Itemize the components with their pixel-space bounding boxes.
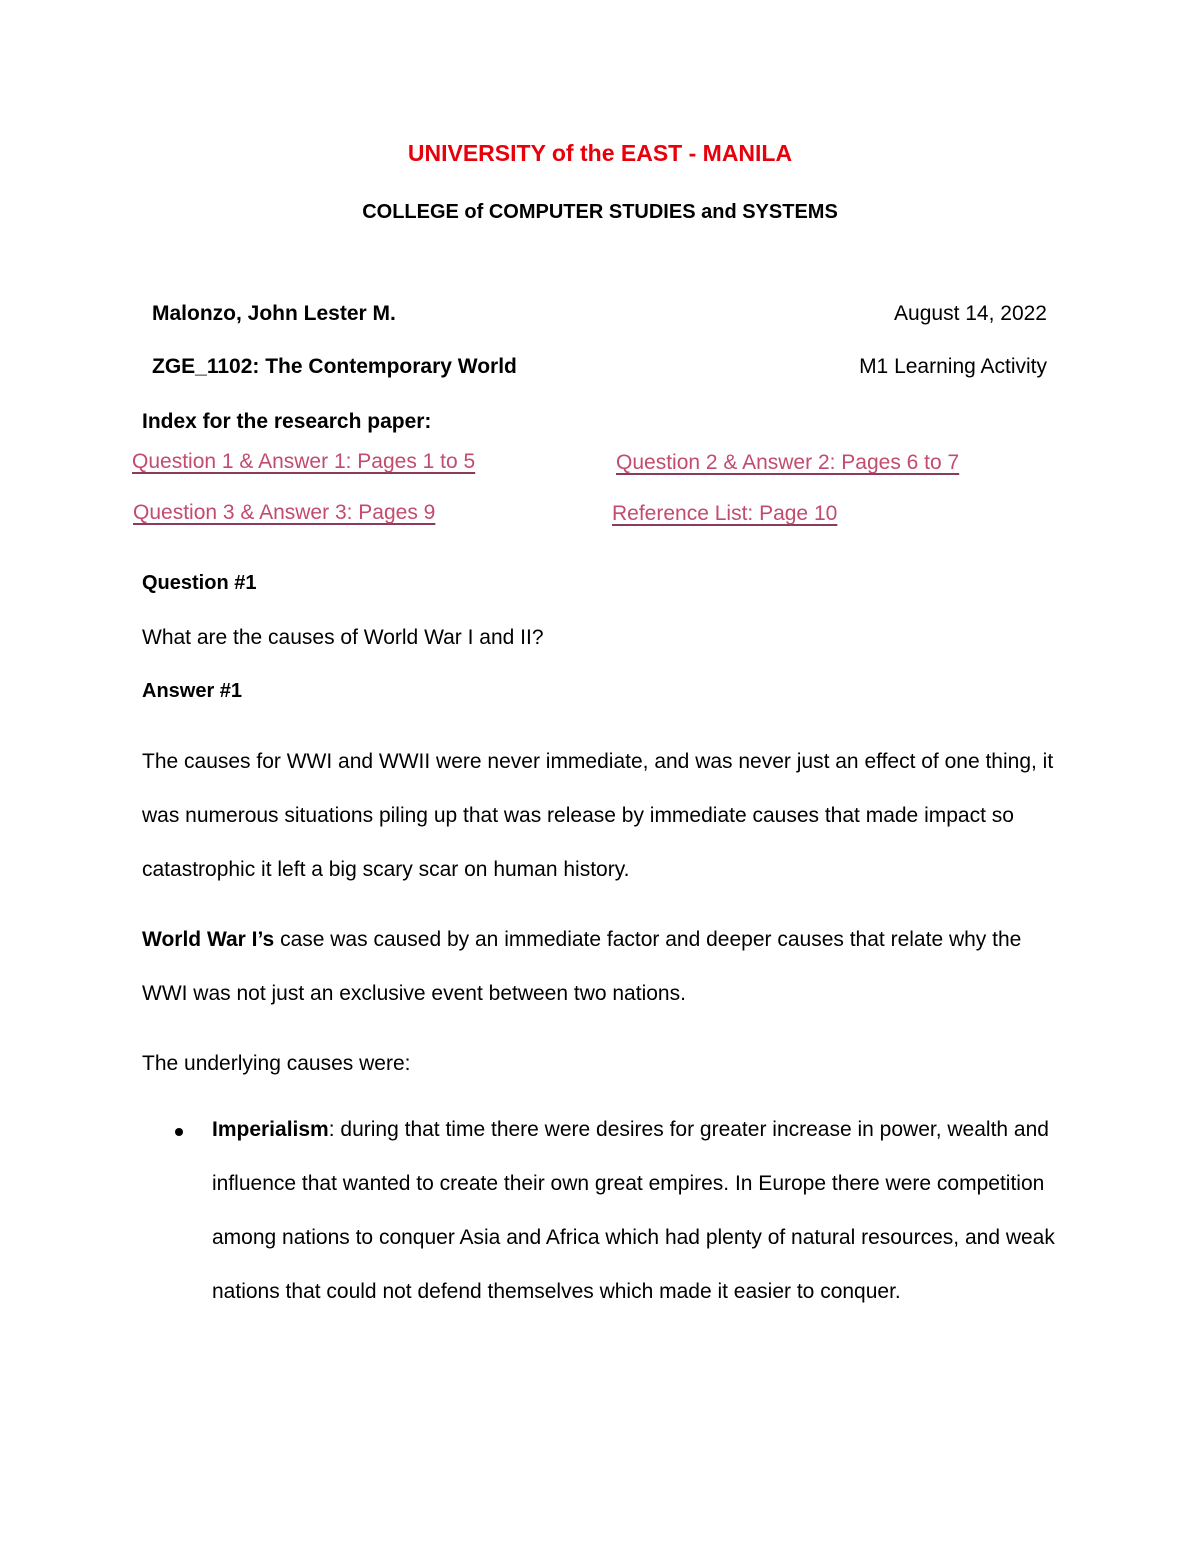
question-heading: Question #1 [142, 572, 257, 594]
question-text: What are the causes of World War I and II? [142, 626, 544, 649]
index-link-question-3[interactable]: Question 3 & Answer 3: Pages 9 [133, 501, 436, 524]
list-item-text: : during that time there were desires for greater increase in power, wealth and influence that wanted to create their own great empires. In Europe there were competition among nations to conquer Asia and Africa which had plenty of natural resources, and weak nations that could not defend themselves which made it easier to conquer. [212, 1118, 1055, 1303]
activity-title: M1 Learning Activity [859, 355, 1047, 378]
bullet-icon [175, 1128, 183, 1136]
index-heading: Index for the research paper: [142, 410, 432, 433]
college-title: COLLEGE of COMPUTER STUDIES and SYSTEMS [362, 201, 838, 223]
course-title: ZGE_1102: The Contemporary World [152, 355, 517, 378]
answer-heading: Answer #1 [142, 680, 243, 702]
list-item [142, 1103, 1062, 1319]
paragraph-lead-term: World War I’s [142, 928, 275, 951]
university-title: UNIVERSITY of the EAST - MANILA [407, 140, 793, 166]
causes-list [142, 1103, 1062, 1319]
author-name: Malonzo, John Lester M. [152, 302, 396, 325]
answer-paragraph-2 [142, 913, 1062, 1021]
index-link-question-1[interactable]: Question 1 & Answer 1: Pages 1 to 5 [132, 450, 476, 473]
index-link-question-2[interactable]: Question 2 & Answer 2: Pages 6 to 7 [616, 451, 960, 474]
answer-paragraph-3: The underlying causes were: [142, 1052, 411, 1075]
list-item-term: Imperialism [212, 1118, 329, 1141]
answer-paragraph-1: The causes for WWI and WWII were never immediate, and was never just an effect of one thing, it was numerous situations piling up that was release by immediate causes that made impact so catastrophic it left a big scary scar on human history. [142, 750, 1054, 881]
submission-date: August 14, 2022 [894, 302, 1047, 325]
paragraph-body: case was caused by an immediate factor and deeper causes that relate why the WWI was not just an exclusive event between two nations. [142, 928, 1022, 1005]
index-link-reference-list[interactable]: Reference List: Page 10 [612, 502, 838, 525]
